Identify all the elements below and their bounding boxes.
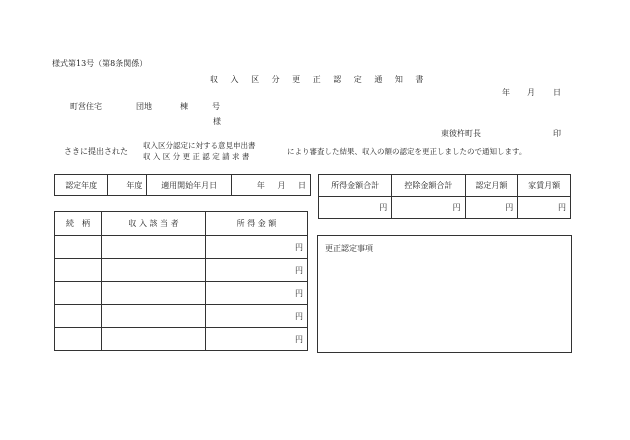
period-table	[54, 174, 311, 196]
date-year: 年	[502, 88, 510, 97]
income-amount-cell: 円	[206, 259, 308, 282]
addressee-housing: 町営住宅	[70, 102, 102, 111]
addressee-honorific: 様	[213, 117, 221, 126]
income-person-cell	[102, 282, 206, 305]
start-day: 日	[298, 180, 306, 190]
relationship-header: 続 柄	[55, 212, 102, 236]
start-date-label: 適用開始年月日	[147, 175, 232, 196]
body-suffix: により審査した結果、収入の額の認定を更正しましたので通知します。	[287, 147, 527, 156]
relationship-cell	[55, 282, 102, 305]
relationship-cell	[55, 328, 102, 351]
body-option-2: 収 入 区 分 更 正 認 定 請 求 書	[143, 152, 250, 161]
amount-unit-cell: 円	[319, 197, 392, 219]
income-table	[54, 211, 308, 351]
income-person-header: 収 入 該 当 者	[102, 212, 206, 236]
addressee-unit: 号	[212, 102, 220, 111]
fiscal-year-label: 認定年度	[55, 175, 108, 196]
body-option-1: 収入区分認定に対する意見申出書	[143, 141, 256, 150]
amount-unit-cell: 円	[392, 197, 465, 219]
total-income-header: 所得金額合計	[319, 175, 392, 197]
relationship-cell	[55, 236, 102, 259]
income-person-cell	[102, 259, 206, 282]
income-amount-cell: 円	[206, 328, 308, 351]
income-amount-cell: 円	[206, 305, 308, 328]
remarks-box	[317, 235, 572, 353]
remarks-label: 更正認定事項	[325, 244, 373, 253]
certified-monthly-header: 認定月額	[465, 175, 518, 197]
start-year: 年	[256, 180, 265, 190]
date-month: 月	[527, 88, 535, 97]
addressee-building: 棟	[180, 102, 188, 111]
rent-monthly-header: 家賃月額	[518, 175, 571, 197]
relationship-cell	[55, 305, 102, 328]
form-label: 様式第13号（第8条関係）	[52, 59, 148, 68]
amount-unit-cell: 円	[465, 197, 518, 219]
amount-unit-cell: 円	[518, 197, 571, 219]
income-person-cell	[102, 236, 206, 259]
income-amount-cell: 円	[206, 282, 308, 305]
addressee-complex: 団地	[136, 102, 152, 111]
date-day: 日	[553, 88, 561, 97]
page-title: 収 入 区 分 更 正 認 定 通 知 書	[210, 75, 429, 84]
income-person-cell	[102, 328, 206, 351]
issuer-seal: 印	[553, 129, 561, 138]
income-amount-header: 所 得 金 額	[206, 212, 308, 236]
issuer-name: 東彼杵町長	[441, 129, 481, 138]
body-prefix: さきに提出された	[64, 147, 128, 156]
total-deduction-header: 控除金額合計	[392, 175, 465, 197]
relationship-cell	[55, 259, 102, 282]
start-month: 月	[277, 180, 286, 190]
income-amount-cell: 円	[206, 236, 308, 259]
fiscal-year-unit: 年度	[108, 175, 147, 196]
income-person-cell	[102, 305, 206, 328]
amount-table	[318, 174, 571, 219]
